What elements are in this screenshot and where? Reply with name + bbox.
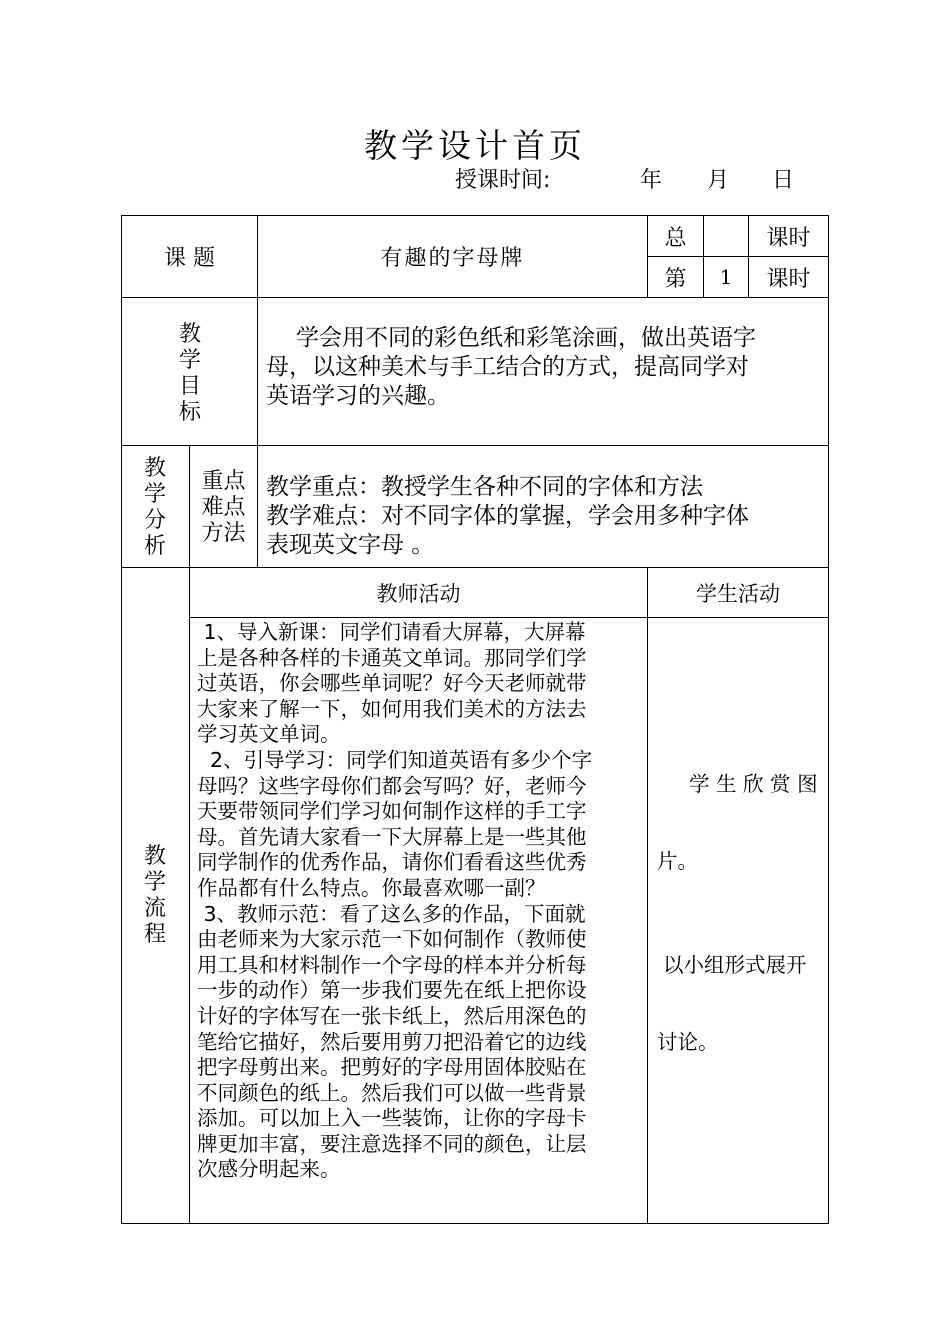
teacher-activity-line: 大家来了解一下，如何用我们美术的方法去	[197, 696, 587, 721]
analysis-label: 教 学 分 析	[143, 456, 166, 559]
topic-label: 课 题	[164, 246, 215, 271]
teacher-activity-line: 学习英文单词。	[197, 722, 341, 747]
flow-label: 教 学 流 程	[143, 844, 166, 947]
page-title: 教学设计首页	[364, 126, 586, 165]
teacher-activity-line: 牌更加丰富，要注意选择不同的颜色，让层	[197, 1131, 587, 1156]
teacher-activity-line: 不同颜色的纸上。然后我们可以做一些背景	[197, 1080, 587, 1105]
teacher-activity-line: 添加。可以加上入一些装饰，让你的字母卡	[197, 1106, 587, 1131]
day-label: 日	[772, 168, 795, 193]
class-time-label: 授课时间:	[455, 168, 551, 193]
row-divider-goal	[121, 445, 829, 446]
teacher-activity-line: 把字母剪出来。把剪好的字母用固体胶贴在	[197, 1055, 587, 1080]
col-divider-activity	[647, 567, 648, 1224]
row-divider-topic	[121, 297, 829, 298]
teacher-activity-header: 教师活动	[376, 581, 461, 606]
teacher-activity-line: 作品都有什么特点。你最喜欢哪一副？	[197, 875, 546, 900]
teacher-activity-line: 母。首先请大家看一下大屏幕上是一些其他	[197, 824, 587, 849]
teacher-activity-line: 一步的动作）第一步我们要先在纸上把你设	[197, 978, 587, 1003]
student-activity-appreciate: 学 生 欣 赏 图 片。	[657, 772, 818, 873]
teacher-activity-line: 由老师来为大家示范一下如何制作（教师使	[197, 927, 587, 952]
teacher-activity-line: 计好的字体写在一张卡纸上，然后用深色的	[197, 1003, 587, 1028]
student-activity-header: 学生活动	[696, 581, 780, 606]
nth-hours-unit: 课时	[766, 266, 811, 292]
student-activity-discuss: 以小组形式展开 讨论。	[657, 953, 807, 1054]
table-border-left	[121, 215, 122, 1224]
total-hours-unit: 课时	[766, 225, 811, 251]
total-hours-value	[704, 216, 748, 256]
analysis-text: 教学重点：教授学生各种不同的字体和方法 教学难点：对不同字体的掌握，学会用多种字体 表现英文字母 。	[266, 474, 749, 558]
month-label: 月	[707, 168, 730, 193]
teacher-activity-line: 次感分明起来。	[197, 1157, 341, 1182]
teacher-activity-line: 3、教师示范：看了这么多的作品，下面就	[197, 901, 586, 926]
nth-label: 第	[664, 266, 687, 292]
teacher-activity-line: 2、引导学习：同学们知道英语有多少个字	[197, 747, 593, 772]
analysis-sublabel: 重点 难点 方法	[201, 469, 246, 546]
teacher-activity-line: 同学制作的优秀作品，请你们看看这些优秀	[197, 850, 587, 875]
topic-value: 有趣的字母牌	[380, 246, 525, 271]
nth-hours-value: 1	[719, 265, 733, 289]
teacher-activity-line: 笔给它描好，然后要用剪刀把沿着它的边线	[197, 1029, 587, 1054]
teacher-activity-line: 母吗？这些字母你们都会写吗？好，老师今	[197, 773, 587, 798]
table-border-right	[828, 215, 829, 1224]
teacher-activity-line: 上是各种各样的卡通英文单词。那同学们学	[197, 645, 587, 670]
year-label: 年	[640, 168, 663, 193]
table-border-bottom	[121, 1223, 829, 1224]
row-divider-flow-header	[189, 617, 829, 618]
teacher-activity-line: 用工具和材料制作一个字母的样本并分析每	[197, 952, 587, 977]
col-divider-section	[189, 445, 190, 1224]
goal-text: 学会用不同的彩色纸和彩笔涂画，做出英语字 母，以这种美术与手工结合的方式，提高同学对 英语学习的兴趣。	[266, 325, 756, 409]
teacher-activity-text	[197, 620, 645, 1183]
total-label: 总	[664, 225, 687, 251]
goal-label: 教 学 目 标	[178, 322, 201, 425]
teacher-activity-line: 天要带领同学们学习如何制作这样的手工字	[197, 799, 587, 824]
teacher-activity-line: 过英语，你会哪些单词呢？好今天老师就带	[197, 671, 587, 696]
teacher-activity-line: 1、导入新课：同学们请看大屏幕，大屏幕	[197, 620, 586, 644]
